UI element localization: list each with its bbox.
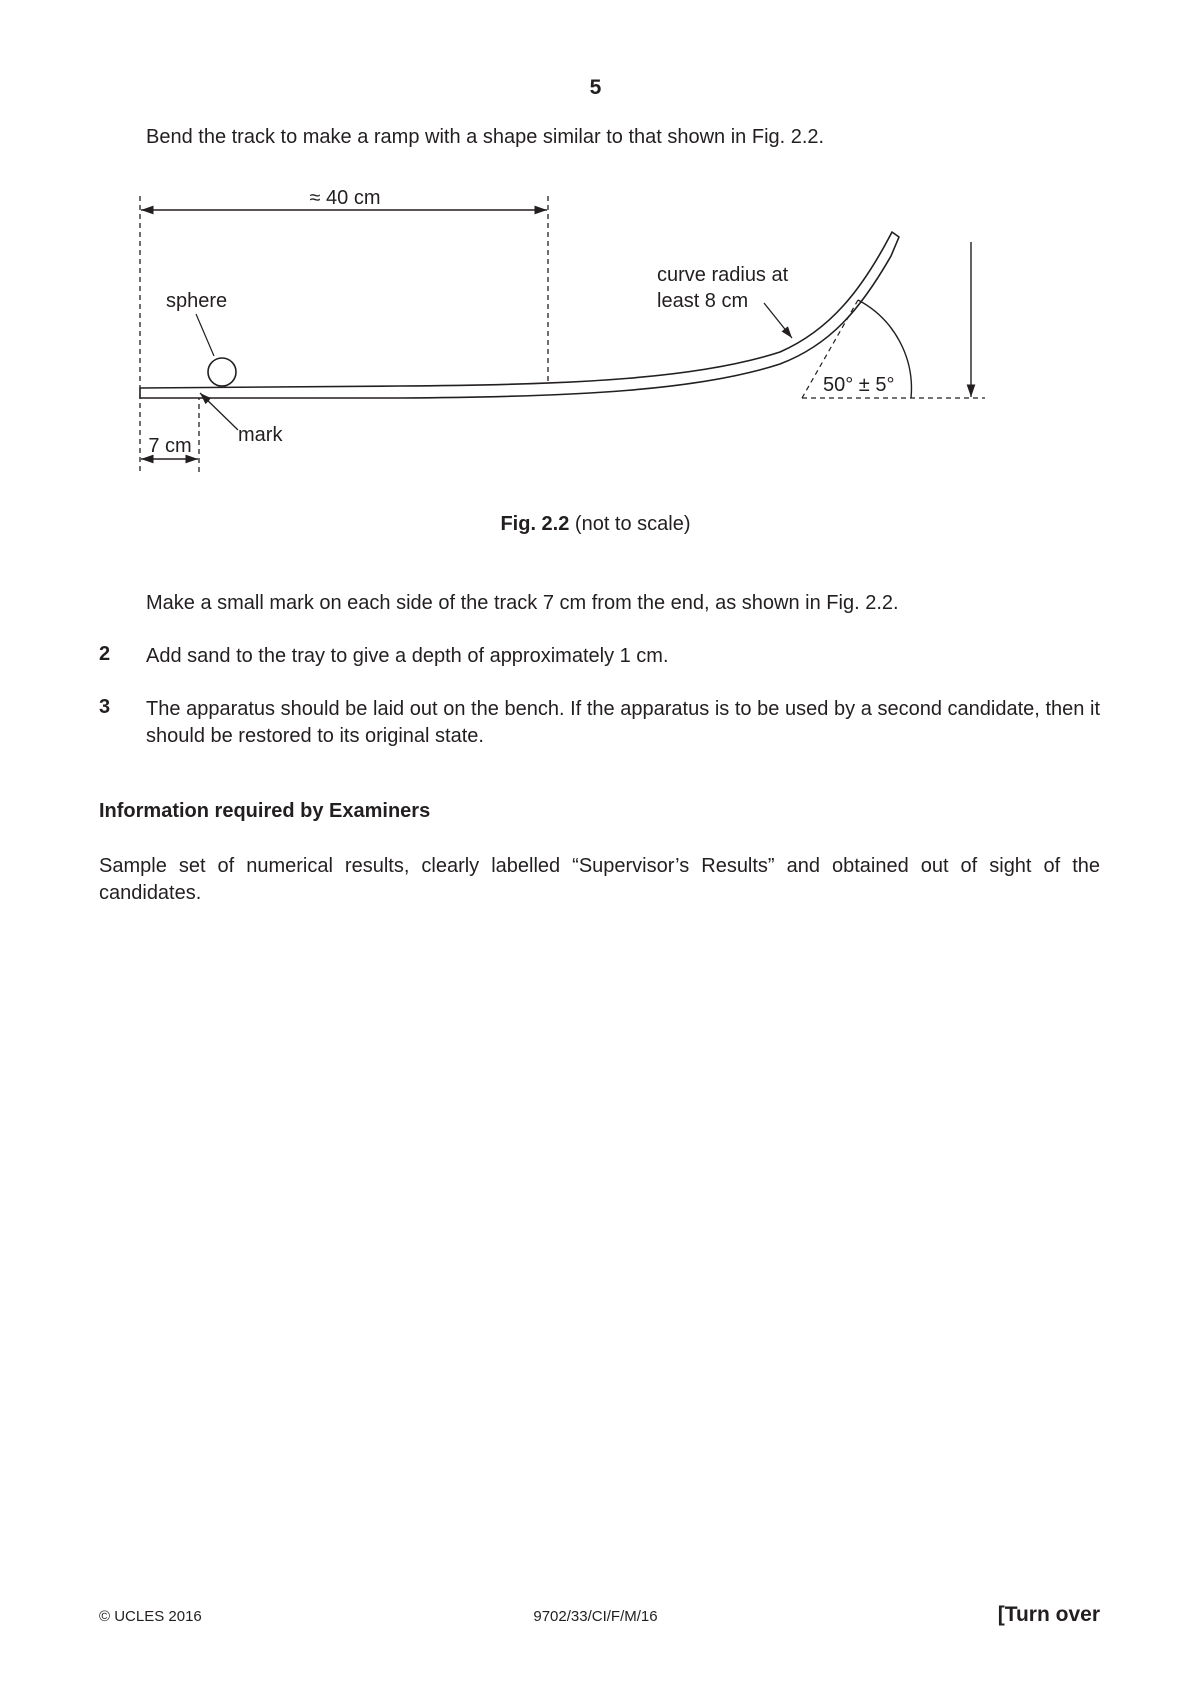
ramp-figure [0, 180, 1191, 500]
sphere-label: sphere [166, 290, 228, 312]
item-3-number: 3 [99, 696, 111, 718]
footer-code: 9702/33/CI/F/M/16 [533, 1608, 658, 1625]
figure-caption-bold: Fig. 2.2 [500, 513, 570, 535]
turn-over-label: [Turn over [997, 1603, 1100, 1626]
intro-text: Bend the track to make a ramp with a shape similar to that shown in Fig. 2.2. [146, 126, 825, 148]
sphere-leader [196, 314, 214, 356]
track [140, 232, 899, 398]
curve-pointer [764, 303, 792, 338]
item-3-text: The apparatus should be laid out on the bench. If the apparatus is to be used by a second candidate, then it should be restored to its original state. [146, 698, 1100, 747]
item-2-text: Add sand to the tray to give a depth of approximately 1 cm. [146, 645, 669, 667]
curve-label-line2: least 8 cm [657, 290, 749, 312]
figure-caption [0, 513, 1191, 536]
sphere [208, 358, 236, 386]
mark-instruction: Make a small mark on each side of the track 7 cm from the end, as shown in Fig. 2.2. [146, 592, 899, 614]
info-text: Sample set of numerical results, clearly labelled “Supervisor’s Results” and obtained out of sight of the candidates. [99, 855, 1100, 904]
section-heading: Information required by Examiners [99, 800, 431, 822]
curve-label-line1: curve radius at [657, 264, 789, 286]
dimension-40cm-label: ≈ 40 cm [309, 187, 381, 209]
item-2-number: 2 [99, 643, 111, 665]
mark-label: mark [238, 424, 283, 446]
figure-caption-text: (not to scale) [569, 513, 691, 535]
dimension-7cm-label: 7 cm [148, 435, 192, 457]
page-number: 5 [589, 76, 602, 99]
footer-copyright: © UCLES 2016 [99, 1608, 202, 1625]
angle-label: 50° ± 5° [823, 374, 895, 396]
